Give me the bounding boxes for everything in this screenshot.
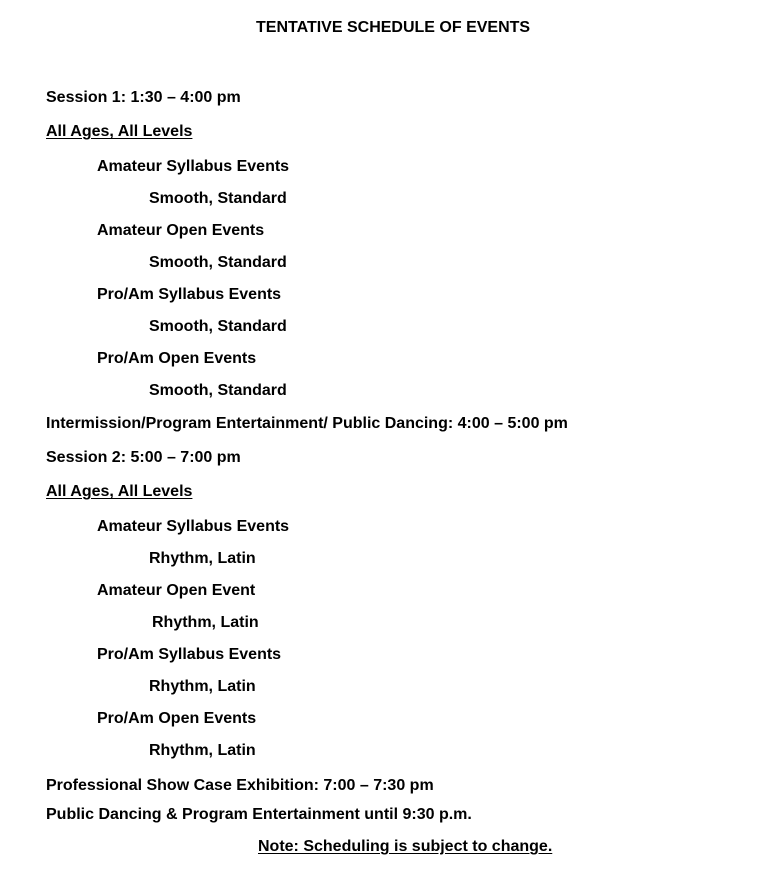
intermission-line: Intermission/Program Entertainment/ Public Dancing: 4:00 – 5:00 pm — [46, 415, 568, 432]
session-1-event: Pro/Am Open Events — [97, 350, 257, 367]
session-2-event: Pro/Am Open Events — [97, 710, 257, 727]
session-2-event: Pro/Am Syllabus Events — [97, 646, 282, 663]
session-2-event-styles: Rhythm, Latin — [152, 614, 259, 631]
session-2-event: Amateur Open Event — [97, 582, 256, 599]
page-title: TENTATIVE SCHEDULE OF EVENTS — [256, 19, 531, 36]
session-1-event-styles: Smooth, Standard — [149, 382, 287, 399]
session-1-event-styles: Smooth, Standard — [149, 318, 287, 335]
session-1-heading: Session 1: 1:30 – 4:00 pm — [46, 89, 241, 106]
session-1-event: Pro/Am Syllabus Events — [97, 286, 282, 303]
session-2-event-styles: Rhythm, Latin — [149, 678, 256, 695]
session-1-event: Amateur Syllabus Events — [97, 158, 290, 175]
session-1-event-styles: Smooth, Standard — [149, 190, 287, 207]
session-2-heading: Session 2: 5:00 – 7:00 pm — [46, 449, 241, 466]
session-1-group: All Ages, All Levels — [46, 123, 193, 140]
session-2-event-styles: Rhythm, Latin — [149, 550, 256, 567]
session-2-event: Amateur Syllabus Events — [97, 518, 290, 535]
schedule-note: Note: Scheduling is subject to change. — [258, 838, 553, 855]
session-1-event-styles: Smooth, Standard — [149, 254, 287, 271]
session-2-event-styles: Rhythm, Latin — [149, 742, 256, 759]
session-1-event: Amateur Open Events — [97, 222, 265, 239]
session-2-group: All Ages, All Levels — [46, 483, 193, 500]
exhibition-line: Professional Show Case Exhibition: 7:00 – 7:30 pm — [46, 777, 434, 794]
public-dancing-line: Public Dancing & Program Entertainment until 9:30 p.m. — [46, 806, 472, 823]
